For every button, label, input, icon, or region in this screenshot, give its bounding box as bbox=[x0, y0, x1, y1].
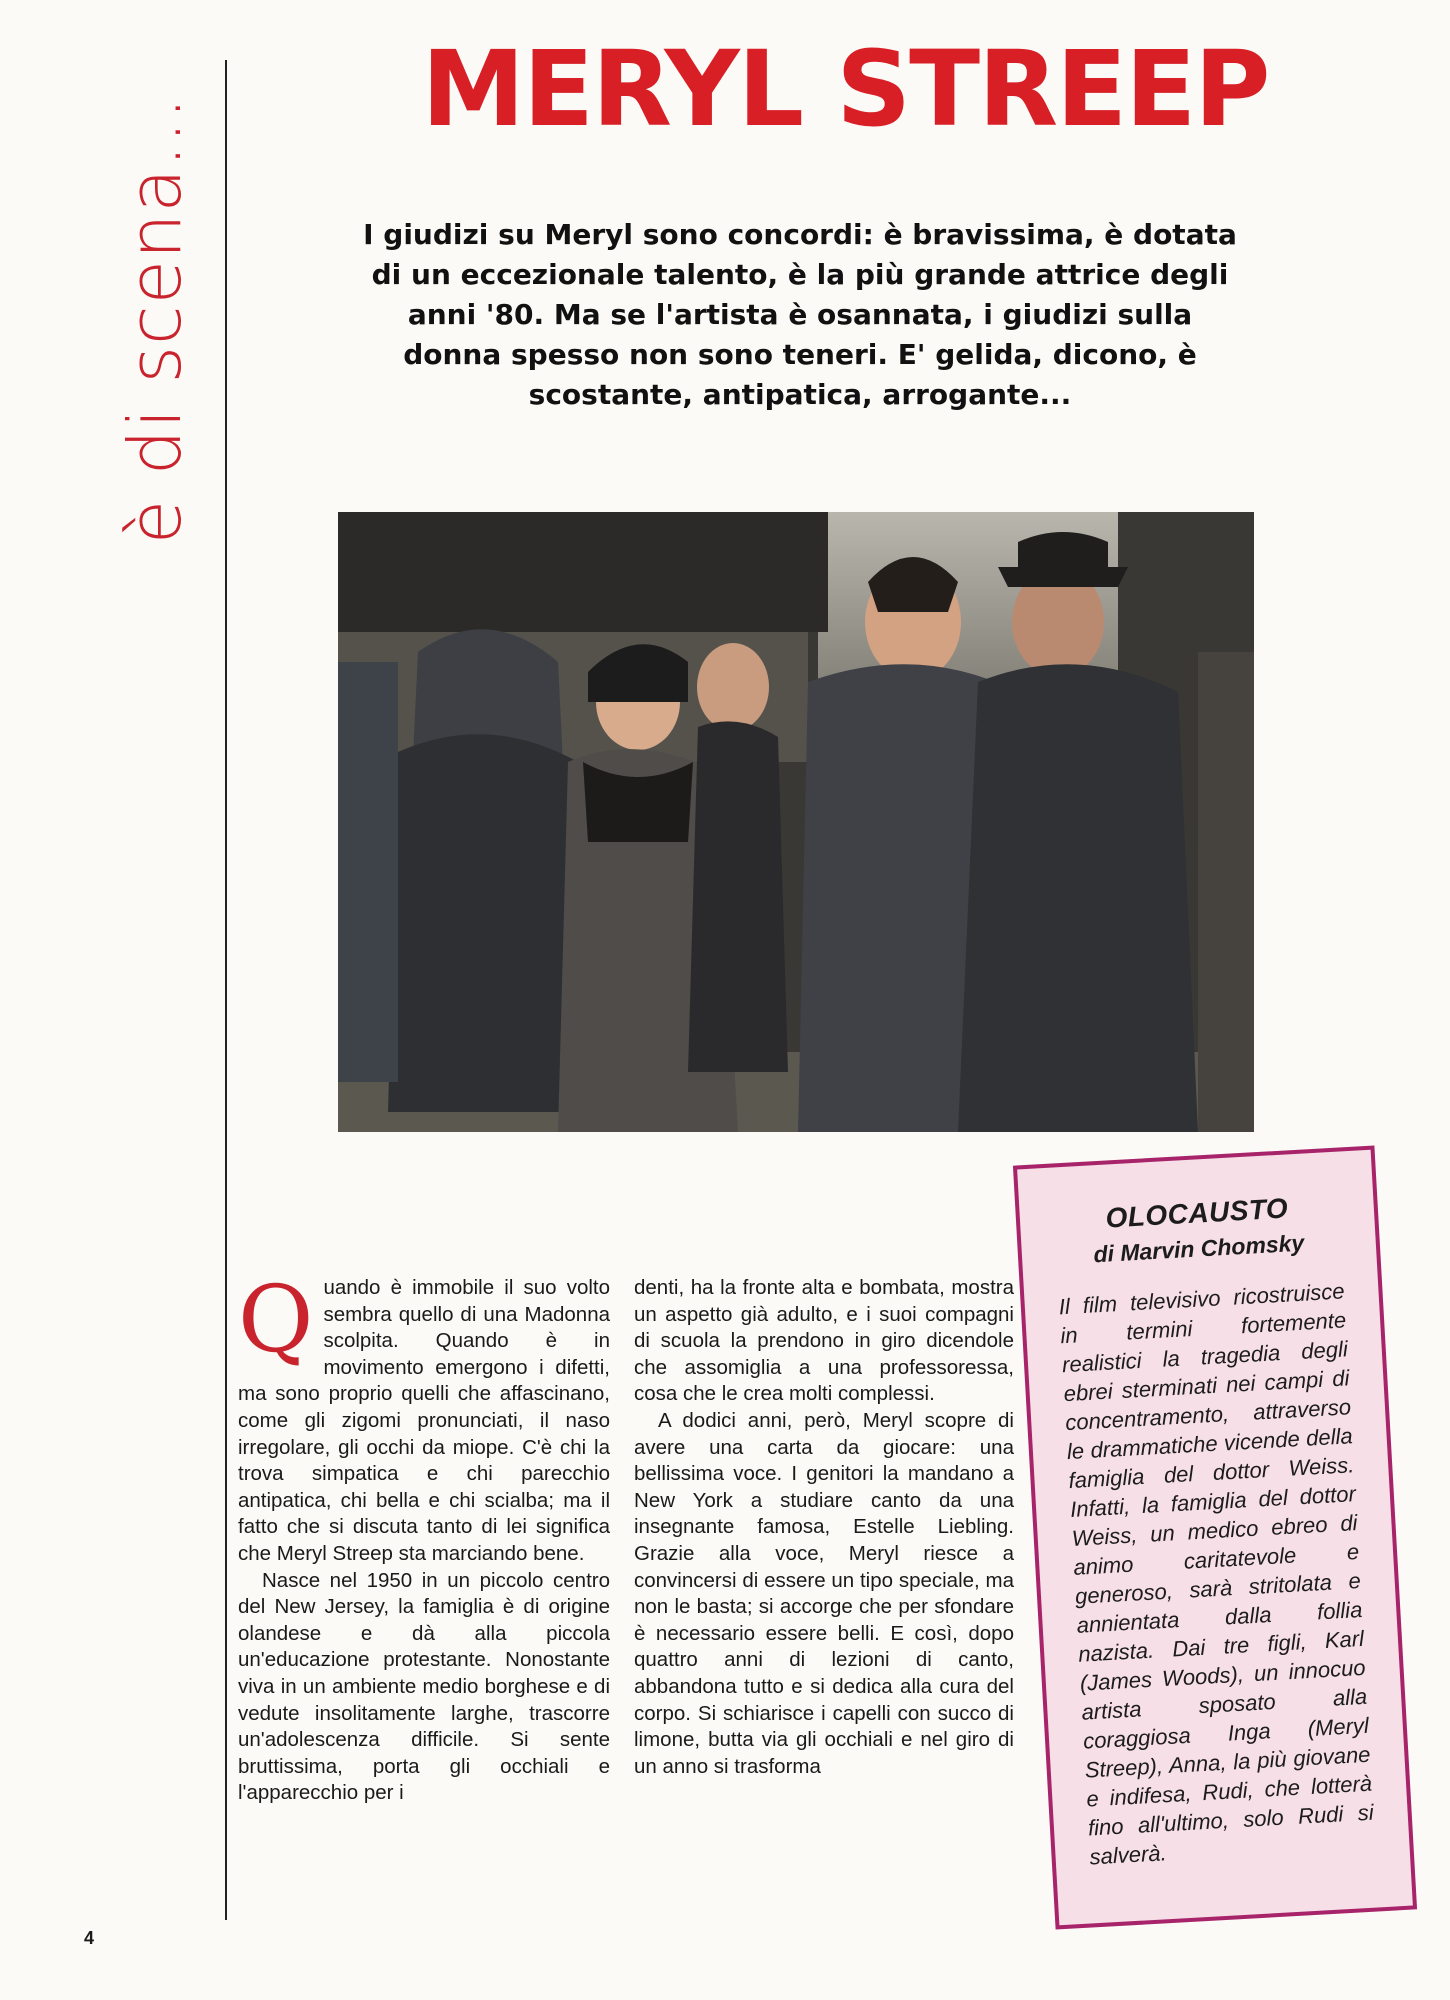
sidebar-title: OLOCAUSTO bbox=[1104, 1192, 1290, 1234]
section-label-wrap bbox=[95, 60, 215, 580]
sidebar-body: Il film televisivo ricostruisce in termini fortemente realistici la tragedia degli ebrei sterminati nei campi di concentramento, attraverso le drammatiche vicende della famiglia del dottor Weiss. Infatti, la famiglia del dottor Weiss, un medico ebreo di animo caritatevole e generoso, sarà stritolata e annientata dalla follia nazista. Dai tre figli, Karl (James Woods), un innocuo artista sposato alla coraggiosa Inga (Meryl Streep), Anna, la più giovane e indifesa, Rudi, che lotterà fino all'ultimo, solo Rudi si salverà. bbox=[1058, 1278, 1375, 1870]
article-paragraph bbox=[238, 1266, 610, 1568]
vertical-rule bbox=[225, 60, 227, 1920]
photo-illustration bbox=[338, 512, 1254, 1132]
article-paragraph: denti, ha la fronte alta e bombata, mostra un aspetto già adulto, e i suoi compagni di scuola la prendono in giro dicendole che assomiglia a una professoressa, cosa che le crea molti complessi. bbox=[634, 1276, 1014, 1406]
article-text: uando è immobile il suo volto sembra quello di una Madonna scolpita. Quando è in movimento emergono i difetti, ma sono proprio quelli che affascinano, come gli zigomi pronunciati, il naso irregolare, gli occhi da miope. C'è chi la trova simpatica e chi parecchio antipatica, chi bella e chi scialba; ma il fatto che si discuta tanto di lei significa che Meryl Streep sta marciando bene. bbox=[238, 1276, 610, 1565]
headline: MERYL STREEP bbox=[421, 28, 1269, 150]
film-still-photo bbox=[338, 512, 1254, 1132]
lead-paragraph: I giudizi su Meryl sono concordi: è bravissima, è dotata di un eccezionale talento, è la più grande attrice degli anni '80. Ma se l'artista è osannata, i giudizi sulla donna spesso non sono teneri. E' gelida, dicono, è scostante, antipatica, arrogante... bbox=[363, 218, 1237, 411]
article-paragraph: Nasce nel 1950 in un piccolo centro del New Jersey, la famiglia è di origine olandese e dà alla piccola un'educazione protestante. Nonostante viva in un ambiente medio borghese e di vedute insolitamente larghe, trascorre un'adolescenza difficile. Si sente bruttissima, porta gli occhiali e l'apparecchio per i bbox=[238, 1568, 610, 1805]
sidebar-subtitle: di Marvin Chomsky bbox=[1092, 1229, 1305, 1268]
sidebar-box bbox=[1013, 1145, 1417, 1929]
page-number: 4 bbox=[84, 1928, 95, 1948]
article-paragraph: A dodici anni, però, Meryl scopre di avere una carta da giocare: una bellissima voce. I genitori la mandano a New York a studiare canto da una insegnante famosa, Estelle Liebling. Grazie alla voce, Meryl riesce a convincersi di essere un tipo speciale, ma non le basta; si accorge che per sfondare è necessario essere belli. E così, dopo quattro anni di lezioni di canto, abbandona tutto e si dedica alla cura del corpo. Si schiarisce i capelli con succo di limone, butta via gli occhiali e nel giro di un anno si trasforma bbox=[634, 1408, 1014, 1778]
article-column-2 bbox=[634, 1275, 1014, 1925]
article-column-1 bbox=[238, 1266, 610, 1925]
section-label: è di scena... bbox=[113, 95, 197, 545]
drop-cap: Q bbox=[238, 1266, 314, 1373]
